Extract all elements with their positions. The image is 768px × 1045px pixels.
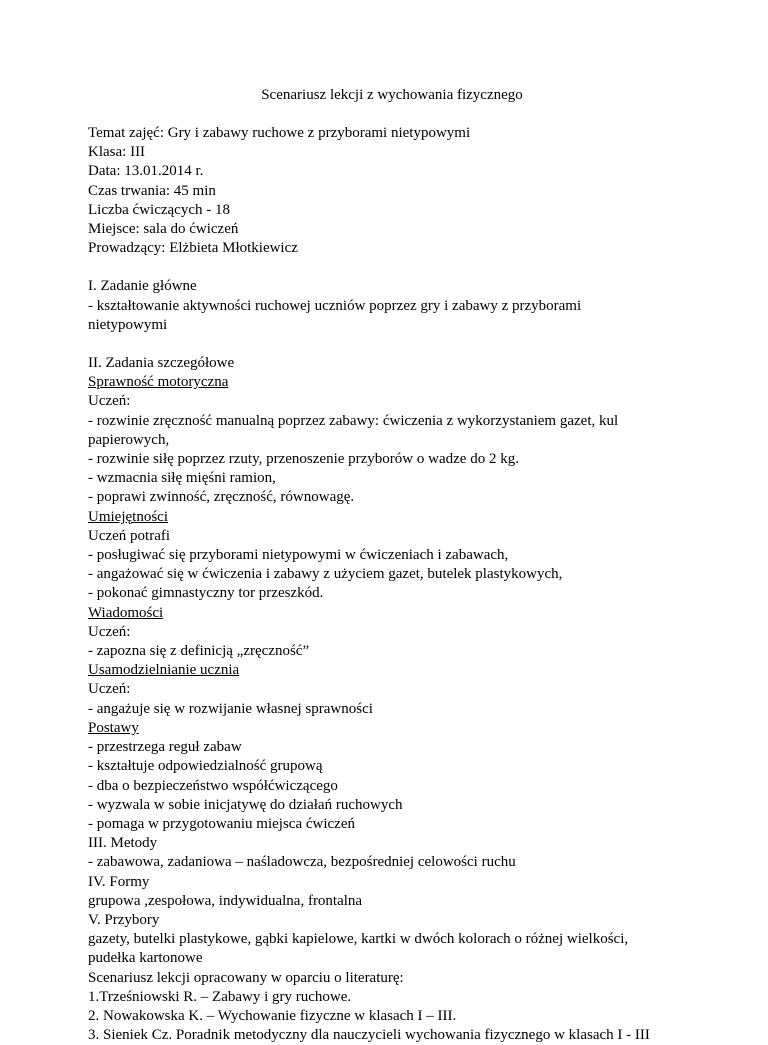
lesson-header (88, 124, 688, 258)
literature-intro: Scenariusz lekcji opracowany w oparciu o literaturę: (88, 969, 404, 986)
section-text: gazety, butelki plastykowe, gąbki kapielowe, kartki w dwóch kolorach o różnej wielkości, pudełka kartonowe (88, 931, 629, 967)
section-heading: III. Metody (88, 835, 158, 852)
subheading-usamodzielnianie: Usamodzielnianie ucznia (88, 662, 240, 679)
list-item: - wzmacnia siłę mięśni ramion, (88, 470, 276, 487)
list-item: - zapozna się z definicją „zręczność” (88, 643, 310, 660)
subsection-intro: Uczeń: (88, 393, 131, 410)
subheading-postawy: Postawy (88, 719, 139, 736)
subsection-intro: Uczeń potrafi (88, 527, 171, 544)
subheading-umiejetnosci: Umiejętności (88, 508, 168, 525)
list-item: - przestrzega reguł zabaw (88, 739, 242, 756)
header-czas: Czas trwania: 45 min (88, 182, 216, 199)
document-title: Scenariusz lekcji z wychowania fizycznego (261, 87, 523, 103)
list-item: - angażuje się w rozwijanie własnej sprawności (88, 700, 373, 717)
literature-item: 3. Sieniek Cz. Poradnik metodyczny dla nauczycieli wychowania fizycznego w klasach I - III (88, 1027, 650, 1044)
header-temat: Temat zajęć: Gry i zabawy ruchowe z przyborami nietypowymi (88, 125, 471, 141)
section-literature (88, 969, 688, 1045)
subsection-intro: Uczeń: (88, 623, 131, 640)
section-main-task (88, 277, 688, 335)
section-text: grupowa ,zespołowa, indywidualna, frontalna (88, 892, 363, 909)
section-heading: IV. Formy (88, 873, 150, 890)
section-heading: V. Przybory (88, 911, 160, 928)
list-item: - wyzwala w sobie inicjatywę do działań ruchowych (88, 796, 403, 813)
section-detailed-tasks (88, 354, 688, 834)
section-text: - kształtowanie aktywności ruchowej uczniów poprzez gry i zabawy z przyborami nietypowymi (88, 297, 582, 333)
header-liczba: Liczba ćwiczących - 18 (88, 201, 230, 218)
list-item: - rozwinie zręczność manualną poprzez zabawy: ćwiczenia z wykorzystaniem gazet, kul papierowych, (88, 412, 619, 448)
subheading-wiadomosci: Wiadomości (88, 604, 164, 621)
header-miejsce: Miejsce: sala do ćwiczeń (88, 221, 239, 238)
list-item: - pokonać gimnastyczny tor przeszkód. (88, 585, 324, 602)
section-heading: I. Zadanie główne (88, 278, 197, 295)
list-item: - kształtuje odpowiedzialność grupową (88, 758, 323, 775)
list-item: - pomaga w przygotowaniu miejsca ćwiczeń (88, 815, 355, 832)
section-heading: II. Zadania szczegółowe (88, 355, 235, 372)
document-page (88, 85, 688, 1045)
section-text: - zabawowa, zadaniowa – naśladowcza, bezpośredniej celowości ruchu (88, 854, 516, 871)
literature-item: 1.Trześniowski R. – Zabawy i gry ruchowe. (88, 988, 352, 1005)
section-methods (88, 834, 688, 872)
subheading-sprawnosc: Sprawność motoryczna (88, 374, 229, 391)
list-item: - angażować się w ćwiczenia i zabawy z użyciem gazet, butelek plastykowych, (88, 566, 563, 583)
section-forms (88, 873, 688, 911)
header-data: Data: 13.01.2014 r. (88, 163, 204, 180)
header-klasa: Klasa: III (88, 144, 146, 161)
literature-item: 2. Nowakowska K. – Wychowanie fizyczne w klasach I – III. (88, 1007, 457, 1024)
list-item: - rozwinie siłę poprzez rzuty, przenoszenie przyborów o wadze do 2 kg. (88, 451, 519, 468)
spacer (88, 258, 688, 277)
spacer (88, 335, 688, 354)
list-item: - dba o bezpieczeństwo współćwiczącego (88, 777, 338, 794)
section-equipment (88, 911, 688, 969)
list-item: - poprawi zwinność, zręczność, równowagę. (88, 489, 355, 506)
subsection-intro: Uczeń: (88, 681, 131, 698)
list-item: - posługiwać się przyborami nietypowymi w ćwiczeniach i zabawach, (88, 547, 509, 564)
header-prowadzacy: Prowadzący: Elżbieta Młotkiewicz (88, 240, 298, 257)
